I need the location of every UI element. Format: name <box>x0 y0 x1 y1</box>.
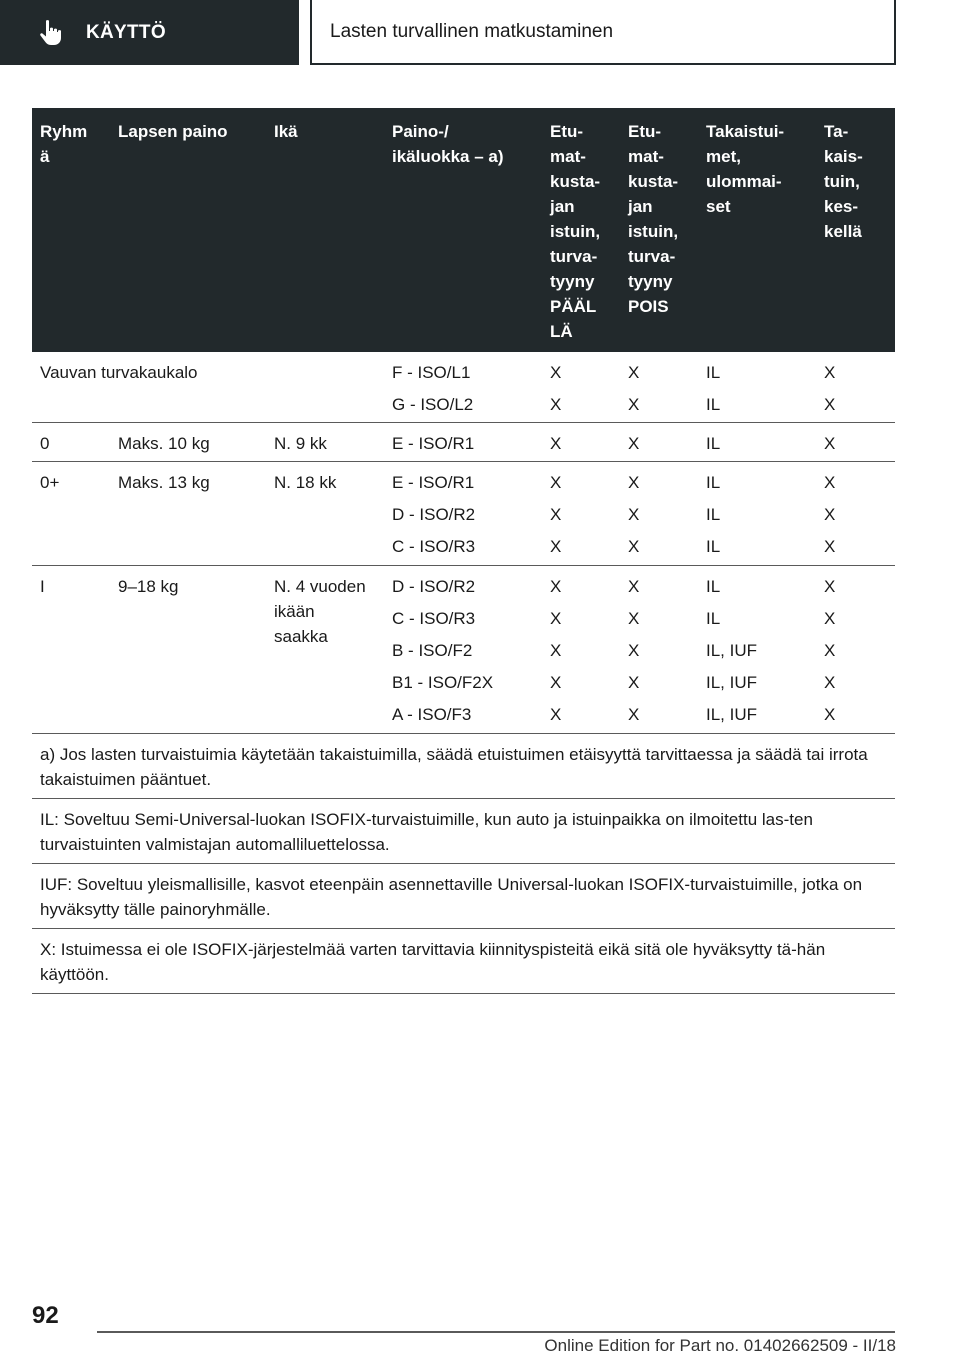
front-off-value: X <box>628 363 640 382</box>
class-value: E - ISO/R1 <box>392 473 475 492</box>
rear-outer-value: IL <box>706 473 721 492</box>
cell-classes <box>392 470 475 566</box>
cell-front-on <box>550 470 561 566</box>
front-off-value: X <box>628 705 640 724</box>
page-number: 92 <box>32 1302 59 1329</box>
cell-weight: Maks. 10 kg <box>118 434 210 453</box>
rear-outer-value: IL <box>706 363 721 382</box>
class-value: G - ISO/L2 <box>392 395 474 414</box>
rear-center-value: X <box>824 473 836 492</box>
rear-outer-value: IL <box>706 395 721 414</box>
rear-center-value: X <box>824 609 836 628</box>
header-rear-outer: Takaistui- met, ulommai- set <box>706 122 785 216</box>
cell-rear-outer <box>706 470 720 566</box>
front-off-value: X <box>628 609 640 628</box>
note-x: X: Istuimessa ei ole ISOFIX-järjestelmää varten tarvittavia kiinnityspisteitä eikä sitä ole hyväksytty tä-hän käyttöön. <box>32 929 895 994</box>
rear-outer-value: IL, IUF <box>706 705 758 724</box>
footer-divider <box>97 1331 895 1333</box>
header-weight-class: Paino-/ ikäluokka – a) <box>392 122 504 166</box>
cell-front-off: X <box>628 434 640 453</box>
class-value: B1 - ISO/F2X <box>392 673 494 692</box>
front-on-value: X <box>550 609 562 628</box>
front-off-value: X <box>628 673 640 692</box>
note-iuf: IUF: Soveltuu yleismallisille, kasvot eteenpäin asennettaville Universal-luokan ISOFIX-turvaistuimille, jotka on hyväksytty tälle painoryhmälle. <box>32 864 895 929</box>
cell-front-on: X <box>550 434 562 453</box>
table-row <box>32 462 895 566</box>
cell-front-off <box>628 470 639 566</box>
header-front-airbag-on: Etu- mat- kusta- jan istuin, turva- tyyny PÄÄL LÄ <box>550 122 601 341</box>
isofix-table <box>32 108 895 994</box>
header-child-weight: Lapsen paino <box>118 122 228 141</box>
front-on-value: X <box>550 641 562 660</box>
cell-front-on <box>550 574 561 734</box>
rear-outer-value: IL <box>706 505 721 524</box>
rear-center-value: X <box>824 673 836 692</box>
class-value: D - ISO/R2 <box>392 577 476 596</box>
cell-rear-outer <box>706 360 720 424</box>
class-value: C - ISO/R3 <box>392 609 476 628</box>
rear-center-value: X <box>824 705 836 724</box>
cell-weight: Maks. 13 kg <box>118 473 210 492</box>
front-on-value: X <box>550 673 562 692</box>
rear-outer-value: IL <box>706 577 721 596</box>
cell-rear-center: X <box>824 434 836 453</box>
rear-center-value: X <box>824 577 836 596</box>
rear-center-value: X <box>824 505 836 524</box>
cell-age: N. 4 vuoden ikään saakka <box>274 577 366 646</box>
front-on-value: X <box>550 577 562 596</box>
front-off-value: X <box>628 577 640 596</box>
header-rear-center: Ta- kais- tuin, kes- kellä <box>824 122 863 241</box>
page-title-box <box>310 0 896 65</box>
cell-rear-center <box>824 360 835 424</box>
cell-age: N. 18 kk <box>274 473 337 492</box>
front-off-value: X <box>628 473 640 492</box>
cell-group: Vauvan turvakaukalo <box>40 363 198 382</box>
front-on-value: X <box>550 537 562 556</box>
note-footnote-a: a) Jos lasten turvaistuimia käytetään takaistuimilla, säädä etuistuimen etäisyyttä tarvittaessa ja säädä tai irrota takaistuimen pääntuet. <box>32 734 895 799</box>
cell-front-on <box>550 360 561 424</box>
section-tab <box>0 0 299 65</box>
page-title: Lasten turvallinen matkustaminen <box>330 20 614 42</box>
rear-center-value: X <box>824 641 836 660</box>
rear-outer-value: IL, IUF <box>706 673 758 692</box>
cell-front-off <box>628 360 639 424</box>
table-header <box>32 108 895 352</box>
cell-classes <box>392 574 493 734</box>
class-value: C - ISO/R3 <box>392 537 476 556</box>
front-off-value: X <box>628 395 640 414</box>
cell-rear-center <box>824 574 835 734</box>
rear-outer-value: IL, IUF <box>706 641 758 660</box>
front-off-value: X <box>628 641 640 660</box>
table-row <box>32 352 895 423</box>
note-il: IL: Soveltuu Semi-Universal-luokan ISOFIX-turvaistuimille, kun auto ja istuinpaikka on ilmoitettu las-ten turvaistuinten valmistajan automalliluettelossa. <box>32 799 895 864</box>
edition-footer: Online Edition for Part no. 01402662509 - II/18 <box>544 1336 896 1355</box>
front-on-value: X <box>550 473 562 492</box>
cell-classes <box>392 360 473 424</box>
header-age: Ikä <box>274 122 298 141</box>
front-on-value: X <box>550 505 562 524</box>
cell-group: 0+ <box>40 473 60 492</box>
header-group: Ryhm ä <box>40 122 88 166</box>
front-on-value: X <box>550 395 562 414</box>
front-off-value: X <box>628 537 640 556</box>
rear-center-value: X <box>824 395 836 414</box>
cell-classes: E - ISO/R1 <box>392 434 475 453</box>
front-off-value: X <box>628 505 640 524</box>
class-value: F - ISO/L1 <box>392 363 471 382</box>
class-value: A - ISO/F3 <box>392 705 472 724</box>
cell-group: 0 <box>40 434 50 453</box>
section-label: KÄYTTÖ <box>86 21 166 43</box>
class-value: D - ISO/R2 <box>392 505 476 524</box>
cell-rear-center <box>824 470 835 566</box>
rear-outer-value: IL <box>706 609 721 628</box>
rear-center-value: X <box>824 537 836 556</box>
cell-weight: 9–18 kg <box>118 577 179 596</box>
pointing-hand-icon <box>36 18 66 48</box>
front-on-value: X <box>550 363 562 382</box>
cell-group: I <box>40 577 45 596</box>
rear-outer-value: IL <box>706 537 721 556</box>
cell-rear-outer <box>706 574 757 734</box>
table-row <box>32 566 895 734</box>
front-on-value: X <box>550 705 562 724</box>
class-value: B - ISO/F2 <box>392 641 473 660</box>
cell-front-off <box>628 574 639 734</box>
rear-center-value: X <box>824 363 836 382</box>
header-front-airbag-off: Etu- mat- kusta- jan istuin, turva- tyyny POIS <box>628 122 679 316</box>
table-row <box>32 423 895 462</box>
cell-age: N. 9 kk <box>274 434 327 453</box>
cell-rear-outer: IL <box>706 434 721 453</box>
